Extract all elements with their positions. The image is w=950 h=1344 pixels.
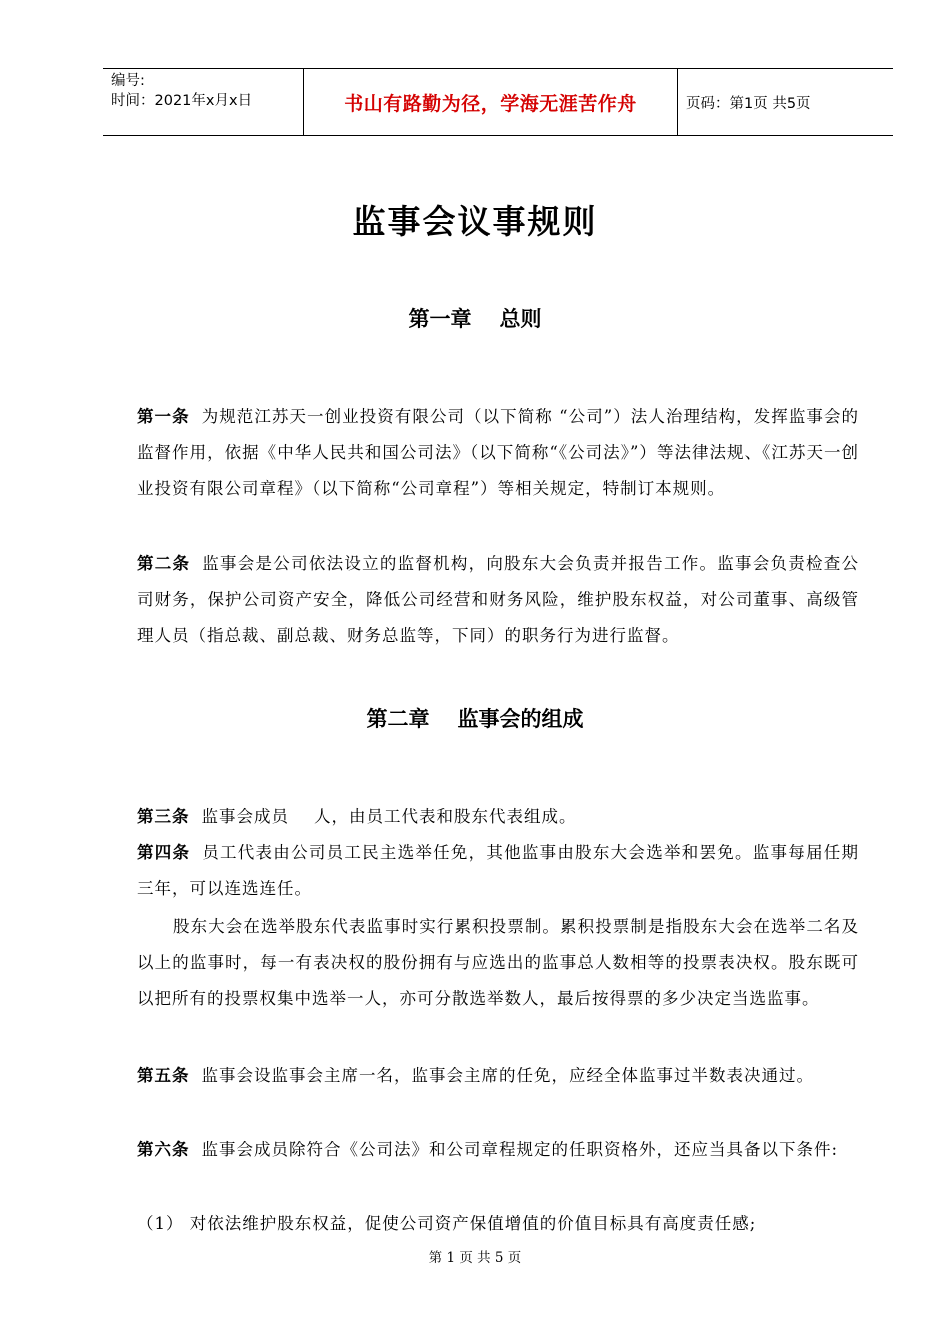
article-6-item-1: （1） 对依法维护股东权益，促使公司资产保值增值的价值目标具有高度责任感; [137,1214,757,1233]
chapter-1-number: 第一章 [408,307,472,331]
article-5 [137,1058,859,1094]
document-time-label: 时间：2021年x月x日 [111,93,253,109]
article-5-number: 第五条 [137,1066,190,1085]
header-meta-cell [103,69,304,135]
document-number-label: 编号: [111,73,145,89]
article-4-text: 员工代表由公司员工民主选举任免，其他监事由股东大会选举和罢免。监事每届任期三年，可以连选连任。 [137,843,860,898]
article-4 [137,835,859,907]
chapter-2-heading [0,703,950,733]
article-4-paragraph-2: 股东大会在选举股东代表监事时实行累积投票制。累积投票制是指股东大会在选举二名及以上的监事时，每一有表决权的股份拥有与应选出的监事总人数相等的投票表决权。股东既可以把所有的投票权集中选举一人，亦可分散选举数人，最后按得票的多少决定当选监事。 [137,917,859,1008]
chapter-2-name: 监事会的组成 [457,707,584,731]
chapter-2-number: 第二章 [366,707,430,731]
article-1 [137,399,859,507]
article-3 [137,799,859,835]
document-title: 监事会议事规则 [352,202,598,241]
article-4-number: 第四条 [137,843,191,862]
article-1-number: 第一条 [137,407,190,426]
article-3-number: 第三条 [137,807,190,826]
chapter-1-name: 总则 [499,307,542,331]
page-footer: 第 1 页 共 5 页 [428,1250,522,1266]
chapter-1-heading [0,303,950,333]
article-6-number: 第六条 [137,1140,190,1159]
article-5-text: 监事会设监事会主席一名，监事会主席的任免，应经全体监事过半数表决通过。 [201,1066,814,1085]
article-2-text: 监事会是公司依法设立的监督机构，向股东大会负责并报告工作。监事会负责检查公司财务，保护公司资产安全，降低公司经营和财务风险，维护股东权益，对公司董事、高级管理人员（指总裁、副总裁、财务总监等，下同）的职务行为进行监督。 [137,554,860,645]
article-1-text: 为规范江苏天一创业投资有限公司（以下简称 “公司”）法人治理结构，发挥监事会的监督作用，依据《中华人民共和国公司法》（以下简称“《公司法》”）等法律法规、《江苏天一创业投资有限公司章程》（以下简称“公司章程”）等相关规定，特制订本规则。 [137,407,860,498]
article-6-text: 监事会成员除符合《公司法》和公司章程规定的任职资格外，还应当具备以下条件: [201,1140,839,1159]
article-2-number: 第二条 [137,554,191,573]
page-header-table [103,68,893,136]
article-6 [137,1132,859,1168]
header-page-info: 页码：第1页 共5页 [686,95,811,112]
header-motto: 书山有路勤为径，学海无涯苦作舟 [304,69,678,135]
article-3-text: 监事会成员 人，由员工代表和股东代表组成。 [201,807,577,826]
article-2 [137,546,859,654]
